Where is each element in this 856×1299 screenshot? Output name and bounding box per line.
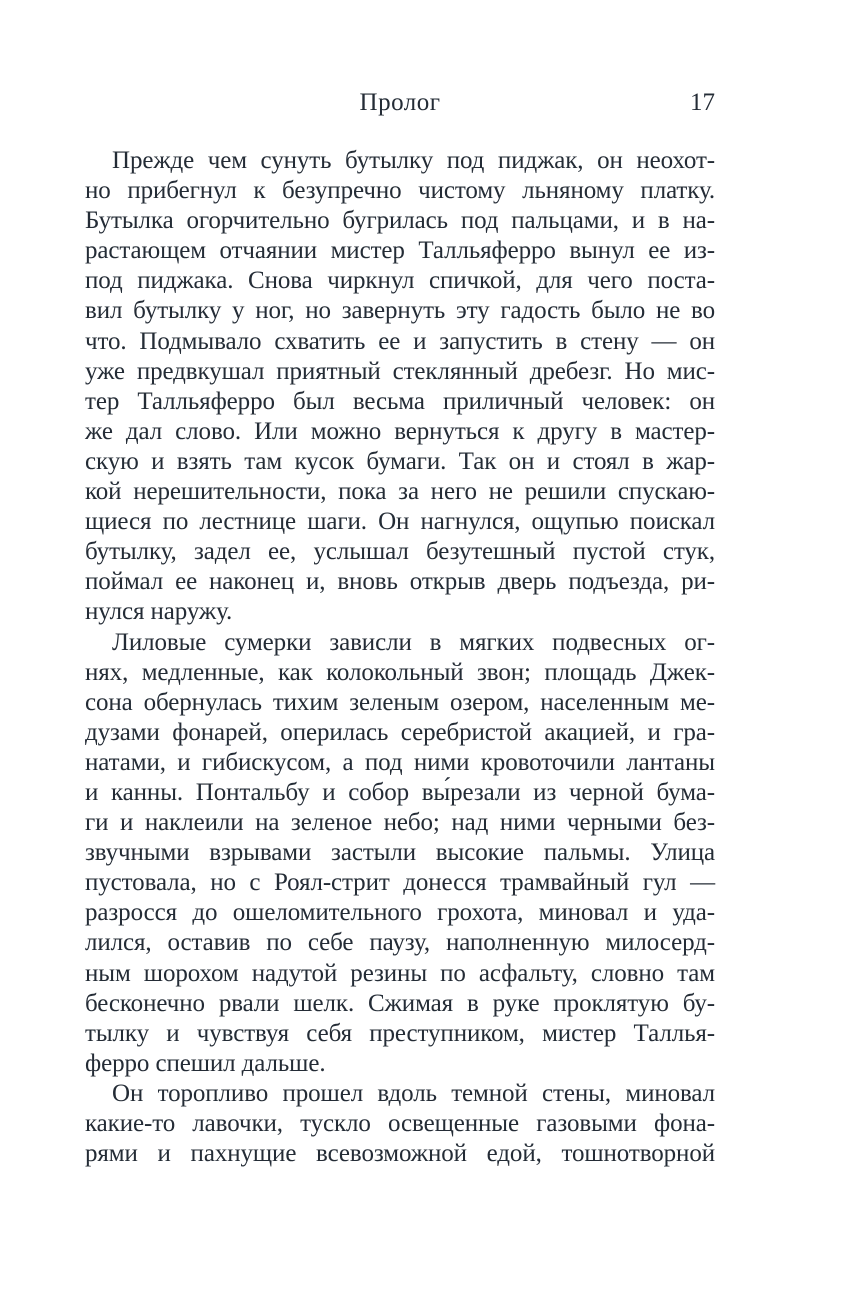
text-line: бутылку, задел ее, услышал безутешный пустой стук,	[85, 538, 715, 566]
text-line: что. Подмывало схватить ее и запустить в стену — он	[85, 327, 715, 355]
text-line: Лиловые сумерки зависли в мягких подвесных ог-	[112, 628, 715, 656]
text-line: сона обернулась тихим зеленым озером, населенным ме-	[85, 688, 715, 716]
text-line: рями и пахнущие всевозможной едой, тошнотворной	[85, 1140, 715, 1168]
text-line: натами, и гибискусом, а под ними кровоточили лантаны	[85, 748, 715, 776]
text-line: дузами фонарей, оперилась серебристой акацией, и гра-	[85, 718, 715, 746]
text-line: ным шорохом надутой резины по асфальту, словно там	[85, 959, 715, 987]
text-line: под пиджака. Снова чиркнул спичкой, для чего поста-	[85, 267, 715, 295]
text-line: какие-то лавочки, тускло освещенные газовыми фона-	[85, 1110, 715, 1137]
page-number: 17	[690, 89, 715, 116]
chapter-title: Пролог	[359, 89, 441, 116]
text-line: вил бутылку у ног, но завернуть эту гадость было не во	[85, 297, 715, 325]
text-line: звучными взрывами застыли высокие пальмы. Улица	[85, 839, 715, 867]
text-line: скую и взять там кусок бумаги. Так он и стоял в жар-	[85, 447, 715, 475]
text-line: Прежде чем сунуть бутылку под пиджак, он неохот-	[112, 147, 715, 174]
text-line: лился, оставив по себе паузу, наполненную милосерд-	[85, 929, 715, 957]
text-line: ферро спешил дальше.	[85, 1049, 326, 1077]
text-line: и канны. Понтальбу и собор вы́резали из черной бума-	[85, 778, 715, 806]
text-line: поймал ее наконец и, вновь открыв дверь подъезда, ри-	[85, 568, 715, 596]
text-line: Бутылка огорчительно бугрилась под пальцами, и в на-	[85, 207, 715, 235]
page-body	[85, 146, 715, 1169]
text-line: но прибегнул к безупречно чистому льняному платку.	[85, 177, 715, 205]
page-header	[85, 88, 715, 118]
text-line: разросся до ошеломительного грохота, миновал и уда-	[85, 899, 715, 927]
text-line: нулся наружу.	[85, 598, 233, 626]
text-line: щиеся по лестнице шаги. Он нагнулся, ощупью поискал	[85, 508, 715, 536]
text-line: тылку и чувствуя себя преступником, мистер Таллья-	[85, 1019, 715, 1047]
text-line: тер Талльяферро был весьма приличный человек: он	[85, 387, 715, 415]
text-line: уже предвкушал приятный стеклянный дребезг. Но мис-	[85, 357, 715, 385]
text-line: ги и наклеили на зеленое небо; над ними черными без-	[85, 809, 715, 837]
text-line: растающем отчаянии мистер Талльяферро вынул ее из-	[85, 237, 715, 265]
text-line: Он торопливо прошел вдоль темной стены, миновал	[112, 1079, 715, 1107]
text-line: бесконечно рвали шелк. Сжимая в руке проклятую бу-	[85, 989, 715, 1017]
text-line: пустовала, но с Роял-стрит донесся трамвайный гул —	[85, 869, 715, 897]
text-line: кой нерешительности, пока за него не решили спускаю-	[85, 478, 715, 506]
text-line: нях, медленные, как колокольный звон; площадь Джек-	[85, 658, 715, 686]
text-line: же дал слово. Или можно вернуться к другу в мастер-	[85, 417, 715, 445]
